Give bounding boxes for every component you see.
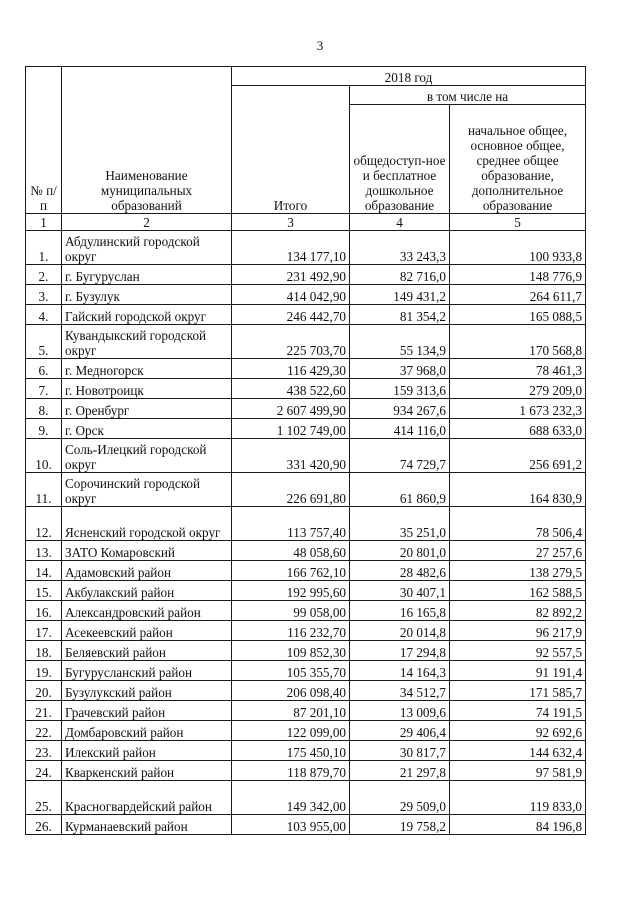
preschool-value: 14 164,3 xyxy=(350,661,450,681)
preschool-value: 81 354,2 xyxy=(350,305,450,325)
general-education-value: 92 692,6 xyxy=(450,721,586,741)
table-row xyxy=(26,561,586,581)
total-value: 149 342,00 xyxy=(232,781,350,815)
municipality-name: Грачевский район xyxy=(62,701,232,721)
budget-table xyxy=(25,66,586,835)
table-row xyxy=(26,581,586,601)
table-row xyxy=(26,681,586,701)
row-number: 18. xyxy=(26,641,62,661)
table-row xyxy=(26,359,586,379)
total-value: 231 492,90 xyxy=(232,265,350,285)
column-index: 2 xyxy=(62,214,232,231)
preschool-value: 61 860,9 xyxy=(350,473,450,507)
municipality-name: Гайский городской округ xyxy=(62,305,232,325)
municipality-name: г. Орск xyxy=(62,419,232,439)
row-number: 6. xyxy=(26,359,62,379)
row-number: 21. xyxy=(26,701,62,721)
total-value: 166 762,10 xyxy=(232,561,350,581)
preschool-value: 74 729,7 xyxy=(350,439,450,473)
row-number: 12. xyxy=(26,507,62,541)
general-education-value: 279 209,0 xyxy=(450,379,586,399)
header-general: начальное общее, основное общее, среднее общее образование, дополнительное образование xyxy=(450,105,586,214)
header-including: в том числе на xyxy=(350,86,586,105)
table-row xyxy=(26,507,586,541)
row-number: 19. xyxy=(26,661,62,681)
row-number: 2. xyxy=(26,265,62,285)
municipality-name: Домбаровский район xyxy=(62,721,232,741)
total-value: 2 607 499,90 xyxy=(232,399,350,419)
table-body xyxy=(26,231,586,835)
row-number: 22. xyxy=(26,721,62,741)
general-education-value: 171 585,7 xyxy=(450,681,586,701)
row-number: 7. xyxy=(26,379,62,399)
table-row xyxy=(26,701,586,721)
municipality-name: г. Оренбург xyxy=(62,399,232,419)
row-number: 17. xyxy=(26,621,62,641)
general-education-value: 1 673 232,3 xyxy=(450,399,586,419)
general-education-value: 82 892,2 xyxy=(450,601,586,621)
municipality-name: Абдулинский городской округ xyxy=(62,231,232,265)
total-value: 226 691,80 xyxy=(232,473,350,507)
row-number: 13. xyxy=(26,541,62,561)
table-row xyxy=(26,741,586,761)
general-education-value: 91 191,4 xyxy=(450,661,586,681)
row-number: 5. xyxy=(26,325,62,359)
municipality-name: Бугурусланский район xyxy=(62,661,232,681)
preschool-value: 159 313,6 xyxy=(350,379,450,399)
general-education-value: 78 461,3 xyxy=(450,359,586,379)
preschool-value: 21 297,8 xyxy=(350,761,450,781)
general-education-value: 96 217,9 xyxy=(450,621,586,641)
total-value: 116 429,30 xyxy=(232,359,350,379)
total-value: 225 703,70 xyxy=(232,325,350,359)
total-value: 206 098,40 xyxy=(232,681,350,701)
total-value: 192 995,60 xyxy=(232,581,350,601)
row-number: 15. xyxy=(26,581,62,601)
preschool-value: 149 431,2 xyxy=(350,285,450,305)
header-number: № п/п xyxy=(26,67,62,214)
general-education-value: 170 568,8 xyxy=(450,325,586,359)
municipality-name: Асекеевский район xyxy=(62,621,232,641)
municipality-name: Александровский район xyxy=(62,601,232,621)
total-value: 122 099,00 xyxy=(232,721,350,741)
preschool-value: 13 009,6 xyxy=(350,701,450,721)
row-number: 3. xyxy=(26,285,62,305)
general-education-value: 162 588,5 xyxy=(450,581,586,601)
table-row xyxy=(26,721,586,741)
row-number: 1. xyxy=(26,231,62,265)
total-value: 48 058,60 xyxy=(232,541,350,561)
header-total: Итого xyxy=(232,86,350,214)
table-row xyxy=(26,601,586,621)
row-number: 11. xyxy=(26,473,62,507)
total-value: 105 355,70 xyxy=(232,661,350,681)
municipality-name: Сорочинский городской округ xyxy=(62,473,232,507)
municipality-name: Кваркенский район xyxy=(62,761,232,781)
preschool-value: 82 716,0 xyxy=(350,265,450,285)
municipality-name: Илекский район xyxy=(62,741,232,761)
preschool-value: 20 014,8 xyxy=(350,621,450,641)
municipality-name: г. Медногорск xyxy=(62,359,232,379)
preschool-value: 28 482,6 xyxy=(350,561,450,581)
total-value: 175 450,10 xyxy=(232,741,350,761)
total-value: 414 042,90 xyxy=(232,285,350,305)
column-index: 4 xyxy=(350,214,450,231)
municipality-name: Бузулукский район xyxy=(62,681,232,701)
general-education-value: 144 632,4 xyxy=(450,741,586,761)
row-number: 23. xyxy=(26,741,62,761)
municipality-name: Соль-Илецкий городской округ xyxy=(62,439,232,473)
row-number: 16. xyxy=(26,601,62,621)
preschool-value: 17 294,8 xyxy=(350,641,450,661)
total-value: 134 177,10 xyxy=(232,231,350,265)
row-number: 4. xyxy=(26,305,62,325)
municipality-name: Акбулакский район xyxy=(62,581,232,601)
total-value: 331 420,90 xyxy=(232,439,350,473)
column-index: 5 xyxy=(450,214,586,231)
header-preschool: общедоступ-ное и бесплатное дошкольное образование xyxy=(350,105,450,214)
preschool-value: 30 407,1 xyxy=(350,581,450,601)
municipality-name: Ясненский городской округ xyxy=(62,507,232,541)
preschool-value: 37 968,0 xyxy=(350,359,450,379)
row-number: 8. xyxy=(26,399,62,419)
row-number: 25. xyxy=(26,781,62,815)
total-value: 103 955,00 xyxy=(232,815,350,835)
table-row xyxy=(26,473,586,507)
general-education-value: 78 506,4 xyxy=(450,507,586,541)
table-row xyxy=(26,265,586,285)
table-row xyxy=(26,541,586,561)
table-row xyxy=(26,661,586,681)
preschool-value: 34 512,7 xyxy=(350,681,450,701)
table-row xyxy=(26,761,586,781)
row-number: 10. xyxy=(26,439,62,473)
total-value: 99 058,00 xyxy=(232,601,350,621)
general-education-value: 119 833,0 xyxy=(450,781,586,815)
column-index: 3 xyxy=(232,214,350,231)
preschool-value: 16 165,8 xyxy=(350,601,450,621)
general-education-value: 165 088,5 xyxy=(450,305,586,325)
municipality-name: Адамовский район xyxy=(62,561,232,581)
table-row xyxy=(26,641,586,661)
column-index-row xyxy=(26,214,586,231)
table-row xyxy=(26,781,586,815)
table-row xyxy=(26,399,586,419)
general-education-value: 100 933,8 xyxy=(450,231,586,265)
municipality-name: ЗАТО Комаровский xyxy=(62,541,232,561)
preschool-value: 414 116,0 xyxy=(350,419,450,439)
column-index: 1 xyxy=(26,214,62,231)
total-value: 116 232,70 xyxy=(232,621,350,641)
general-education-value: 256 691,2 xyxy=(450,439,586,473)
preschool-value: 35 251,0 xyxy=(350,507,450,541)
page-number: 3 xyxy=(316,38,324,53)
municipality-name: г. Новотроицк xyxy=(62,379,232,399)
total-value: 113 757,40 xyxy=(232,507,350,541)
row-number: 14. xyxy=(26,561,62,581)
total-value: 1 102 749,00 xyxy=(232,419,350,439)
table-row xyxy=(26,285,586,305)
preschool-value: 19 758,2 xyxy=(350,815,450,835)
general-education-value: 97 581,9 xyxy=(450,761,586,781)
preschool-value: 20 801,0 xyxy=(350,541,450,561)
general-education-value: 27 257,6 xyxy=(450,541,586,561)
preschool-value: 29 509,0 xyxy=(350,781,450,815)
table-row xyxy=(26,231,586,265)
row-number: 20. xyxy=(26,681,62,701)
header-year: 2018 год xyxy=(232,67,586,86)
preschool-value: 55 134,9 xyxy=(350,325,450,359)
table-row xyxy=(26,325,586,359)
table-row xyxy=(26,815,586,835)
municipality-name: Беляевский район xyxy=(62,641,232,661)
table-row xyxy=(26,419,586,439)
preschool-value: 30 817,7 xyxy=(350,741,450,761)
table-row xyxy=(26,621,586,641)
total-value: 246 442,70 xyxy=(232,305,350,325)
municipality-name: г. Бугуруслан xyxy=(62,265,232,285)
general-education-value: 84 196,8 xyxy=(450,815,586,835)
total-value: 109 852,30 xyxy=(232,641,350,661)
general-education-value: 92 557,5 xyxy=(450,641,586,661)
municipality-name: Кувандыкский городской округ xyxy=(62,325,232,359)
general-education-value: 74 191,5 xyxy=(450,701,586,721)
header-name: Наименование муниципальных образований xyxy=(62,67,232,214)
municipality-name: Курманаевский район xyxy=(62,815,232,835)
total-value: 438 522,60 xyxy=(232,379,350,399)
general-education-value: 688 633,0 xyxy=(450,419,586,439)
table-row xyxy=(26,379,586,399)
total-value: 87 201,10 xyxy=(232,701,350,721)
general-education-value: 264 611,7 xyxy=(450,285,586,305)
general-education-value: 148 776,9 xyxy=(450,265,586,285)
row-number: 24. xyxy=(26,761,62,781)
preschool-value: 29 406,4 xyxy=(350,721,450,741)
general-education-value: 164 830,9 xyxy=(450,473,586,507)
total-value: 118 879,70 xyxy=(232,761,350,781)
table-row xyxy=(26,439,586,473)
general-education-value: 138 279,5 xyxy=(450,561,586,581)
preschool-value: 934 267,6 xyxy=(350,399,450,419)
row-number: 9. xyxy=(26,419,62,439)
preschool-value: 33 243,3 xyxy=(350,231,450,265)
municipality-name: г. Бузулук xyxy=(62,285,232,305)
row-number: 26. xyxy=(26,815,62,835)
table-row xyxy=(26,305,586,325)
municipality-name: Красногвардейский район xyxy=(62,781,232,815)
